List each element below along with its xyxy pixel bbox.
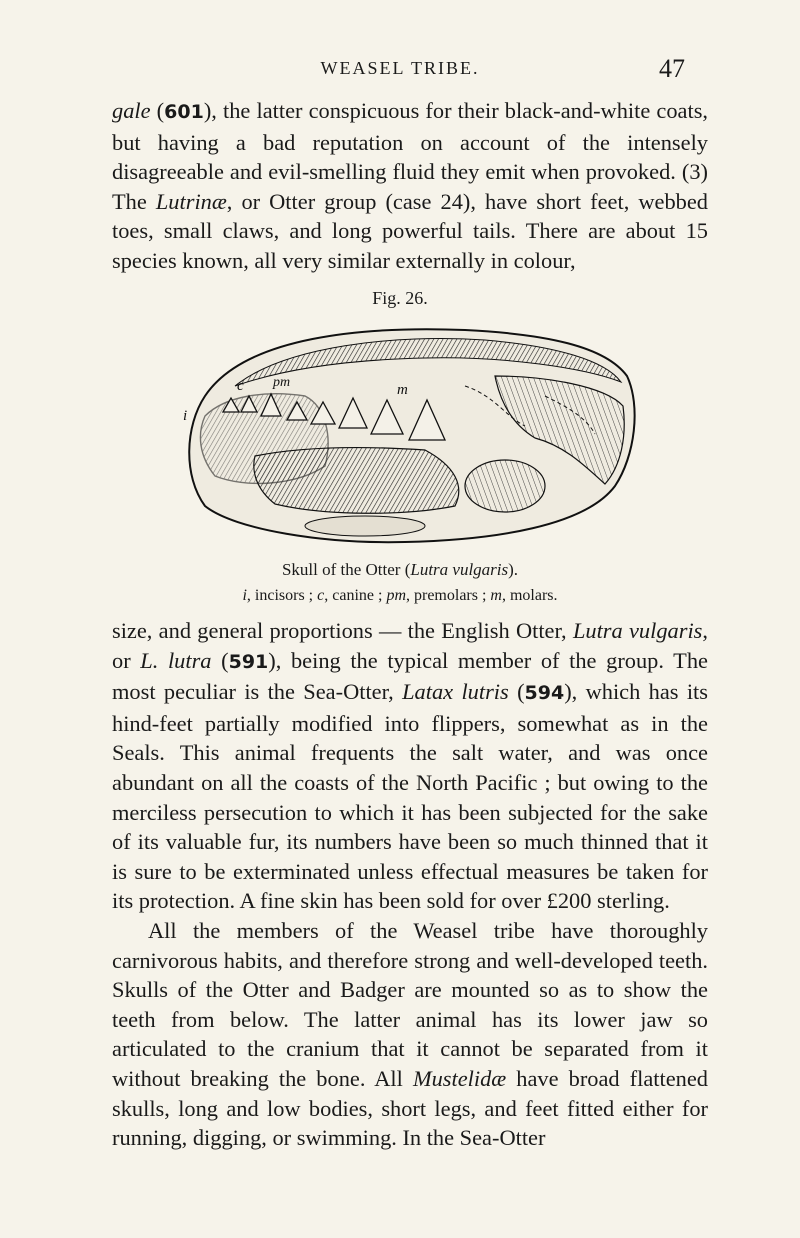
text-run: ), being the typical member of the group. The most peculiar is the Sea-Otter, [112,647,708,705]
legend-text: , molars. [501,587,558,604]
figure-legend [0,587,800,605]
skull-foramen [465,460,545,512]
label-incisors: i [183,408,188,424]
text-run: ), the latter conspicuous for their black-and-white coats, but having a bad reputation on account of the intensely disagreeable and evil-smelling fluid they emit when provoked. (3) The [112,98,709,214]
text-run: ( [211,647,229,673]
caption-suffix: ). [508,560,519,579]
skull-foramen [305,516,425,536]
label-premolars: pm [273,375,291,390]
otter-skull-figure [165,316,645,552]
legend-key: m [490,587,502,604]
text-run: , or [112,618,708,673]
text-run: All the members of the Weasel tribe have thoroughly carnivorous habits, and therefore strong and well-developed teeth. Skulls of the Otter and Badger are mounted so as to show the teeth from below. The latter animal has its lower jaw so articulated to the cranium that it cannot be separated from it without breaking the bone. All [112,917,708,1091]
taxon-name: Lutra vulgaris [572,618,703,643]
text-run: ( [508,679,525,705]
specimen-number: 594 [524,682,565,705]
figure-label: Fig. 26. [372,288,428,308]
legend-key: pm [386,587,406,604]
text-run: have broad flattened skulls, long and low bodies, short legs, and feet fitted either for running, digging, or swimming. In the Sea-Otter [112,1065,708,1151]
legend-key: i [242,587,247,604]
text-block-bottom [112,616,708,1153]
paragraph [112,96,708,276]
taxon-name: Latax lutris [402,679,509,705]
specimen-number: 591 [228,650,269,673]
text-block-top [112,96,708,276]
specimen-number: 601 [164,101,204,123]
text-run: size, and general proportions — the English Otter, [112,618,573,643]
running-head [0,54,800,84]
otter-skull-illustration [165,316,645,552]
taxon-name: Mustelidæ [412,1065,507,1091]
legend-text: , incisors ; [246,587,318,604]
paragraph [112,916,708,1153]
italic-word: gale [112,98,151,123]
caption-species: Lutra vulgaris [410,560,509,579]
palate [254,448,459,514]
label-molars: m [397,382,408,398]
figure-caption [0,560,800,580]
running-title: WEASEL TRIBE. [320,58,480,78]
legend-key: c [317,587,325,604]
text-run: ), which has its hind-feet partially modified into flippers, somewhat as in the Seals. This animal frequents the salt water, and was once abundant on all the coasts of the North Pacific ; but owing to the merciless persecution to which it has been subjected for the sake of its valuable fur, its numbers have been so much thinned that it is sure to be exterminated unless effectual measures be taken for its protection. A fine skin has been sold for over £200 sterling. [112,679,708,914]
text-run: ( [150,98,165,123]
taxon-name: L. lutra [140,647,212,673]
legend-text: , premolars ; [406,587,491,604]
paragraph [112,616,708,916]
caption-prefix: Skull of the Otter ( [281,560,411,579]
taxon-name: Lutrinæ [155,188,227,214]
label-canine: c [237,378,244,394]
legend-text: , canine ; [324,587,387,604]
text-run: , or Otter group (case 24), have short feet, webbed toes, small claws, and long powerful tails. There are about 15 species known, all very similar externally in colour, [112,188,708,273]
page-number: 47 [659,54,685,83]
